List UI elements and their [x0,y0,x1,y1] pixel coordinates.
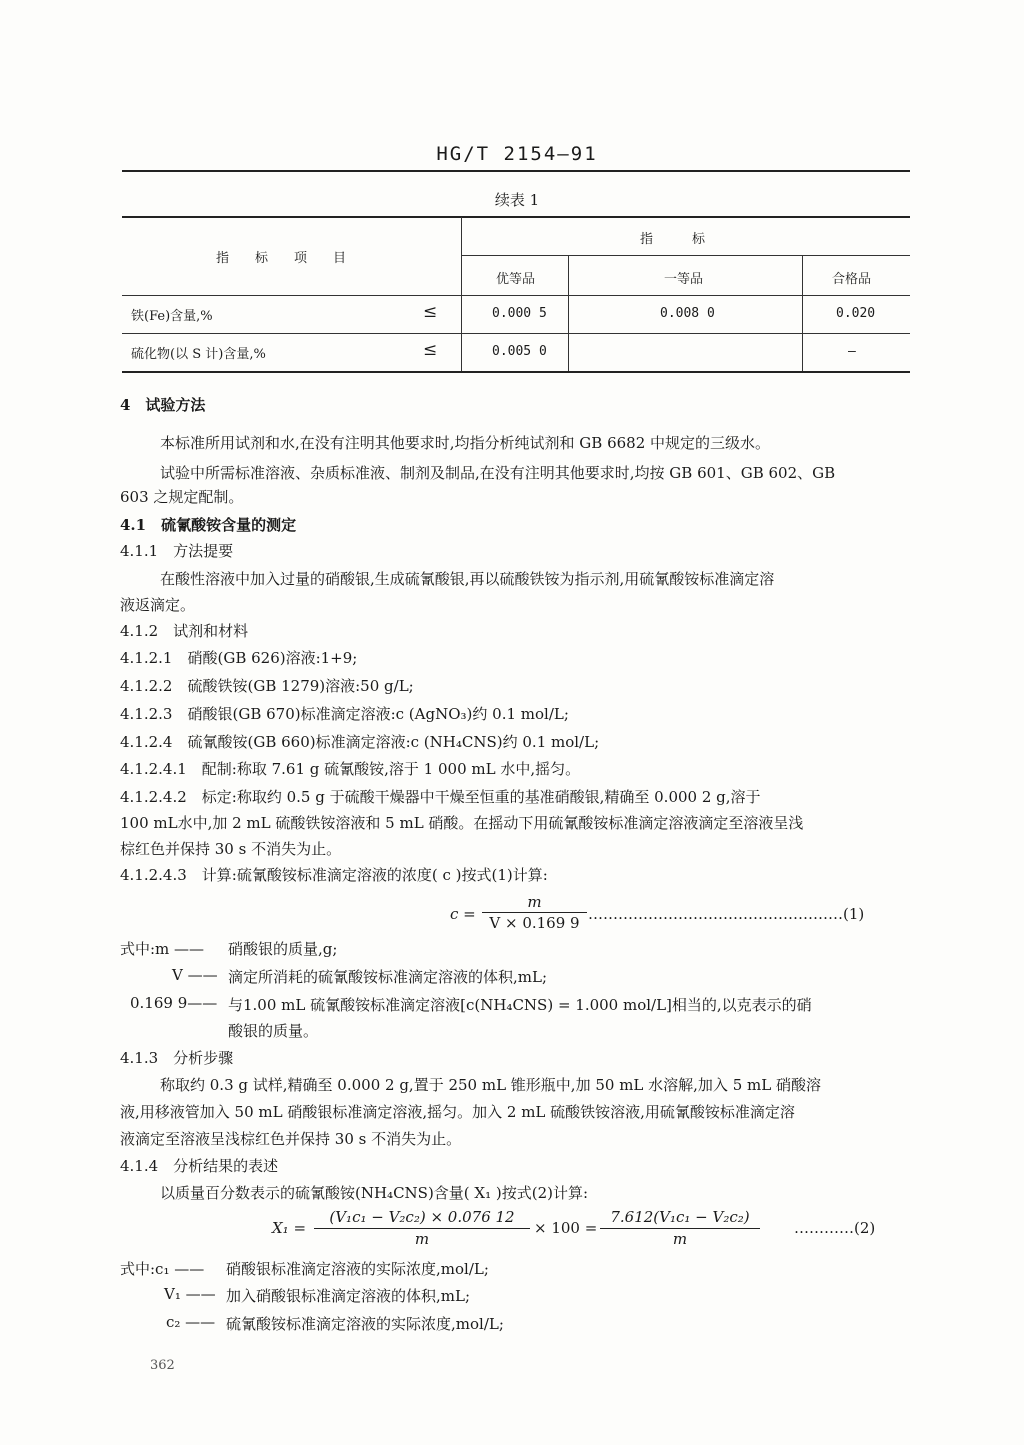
list-item: 4.1.2.4.2 标定:称取约 0.5 g 于硫酸干燥器中干燥至恒重的基准硝酸银,精确至 0.000 2 g,溶于 [120,788,761,806]
section-heading: 4.1.1 方法提要 [120,542,234,560]
table-row-operator: ≤ [423,340,438,360]
paragraph-line: 液滴定至溶液呈浅棕红色并保持 30 s 不消失为止。 [120,1130,462,1148]
where-lead: c₂ —— [166,1313,216,1331]
equation-1-fraction-bar [482,912,587,913]
where-text: 加入硝酸银标准滴定溶液的体积,mL; [226,1287,471,1305]
list-item: 4.1.2.4.3 计算:硫氰酸铵标准滴定溶液的浓度( c )按式(1)计算: [120,866,548,884]
table-row-item: 铁(Fe)含量,% [131,309,213,324]
where-lead: 0.169 9—— [130,994,218,1012]
paragraph-line: 棕红色并保持 30 s 不消失为止。 [120,840,342,858]
table-header-index: 指 标 [640,232,706,247]
equation-2-fraction-bar [600,1228,760,1229]
list-item: 4.1.2.1 硝酸(GB 626)溶液:1+9; [120,649,358,667]
table-bottom-rule [122,371,910,373]
where-lead: 式中:c₁ —— [120,1260,205,1278]
equation-2-numerator: 7.612(V₁c₁ − V₂c₂) [610,1208,750,1226]
section-heading: 4.1.2 试剂和材料 [120,622,249,640]
page-number: 362 [150,1358,175,1373]
equation-1-lhs: c = [450,905,476,923]
section-heading: 4.1 硫氰酸铵含量的测定 [120,516,297,534]
table-header-midrule [462,255,910,256]
where-text: 硫氰酸铵标准滴定溶液的实际浓度,mol/L; [226,1315,504,1333]
table-header-item: 指 标 项 目 [216,251,347,266]
table-row-operator: ≤ [423,302,438,322]
table-caption: 续表 1 [494,191,540,209]
header-rule [122,170,910,172]
equation-2-denominator: m [672,1230,688,1248]
table-top-rule [122,216,910,218]
document-code: HG/T 2154—91 [436,143,598,165]
equation-2-denominator: m [414,1230,430,1248]
where-text: 与1.00 mL 硫氰酸铵标准滴定溶液[c(NH₄CNS) = 1.000 mol/L]相当的,以克表示的硝 [228,996,812,1014]
table-header-bottomrule [122,295,910,296]
where-text: 硝酸银的质量,g; [228,940,338,958]
where-lead: V —— [172,966,218,984]
table-cell: 0.008 0 [660,306,715,321]
table-cell: 0.005 0 [492,344,547,359]
paragraph-line: 603 之规定配制。 [120,488,244,506]
section-heading: 4.1.3 分析步骤 [120,1049,234,1067]
paragraph-line: 称取约 0.3 g 试样,精确至 0.000 2 g,置于 250 mL 锥形瓶中,加 50 mL 水溶解,加入 5 mL 硝酸溶 [160,1076,821,1094]
section-heading: 4 试验方法 [120,396,206,414]
list-item: 4.1.2.3 硝酸银(GB 670)标准滴定溶液:c (AgNO₃)约 0.1 mol/L; [120,705,569,723]
grade-qualified: 合格品 [832,272,872,287]
table-row-rule [122,333,910,334]
equation-1-numerator: m [527,893,542,911]
grade-first: 一等品 [664,272,704,287]
equation-2-numerator: (V₁c₁ − V₂c₂) × 0.076 12 [329,1208,515,1226]
table-col-divider [461,217,462,371]
list-item: 4.1.2.4.1 配制:称取 7.61 g 硫氰酸铵,溶于 1 000 mL 水中,摇匀。 [120,760,581,778]
equation-1-tag: ……………………………………………(1) [588,905,865,923]
paragraph-line: 本标准所用试剂和水,在没有注明其他要求时,均指分析纯试剂和 GB 6682 中规定的三级水。 [160,434,771,452]
table-cell: 0.000 5 [492,306,547,321]
section-heading: 4.1.4 分析结果的表述 [120,1157,279,1175]
where-text: 滴定所消耗的硫氰酸铵标准滴定溶液的体积,mL; [228,968,548,986]
table-col-divider [802,256,803,371]
table-cell: 0.020 [836,306,876,321]
table-row-item: 硫化物(以 S 计)含量,% [131,347,266,362]
paragraph-line: 以质量百分数表示的硫氰酸铵(NH₄CNS)含量( X₁ )按式(2)计算: [160,1184,589,1202]
list-item: 4.1.2.4 硫氰酸铵(GB 660)标准滴定溶液:c (NH₄CNS)约 0.1 mol/L; [120,733,600,751]
where-lead: V₁ —— [164,1285,216,1303]
table-cell: — [848,344,856,359]
where-lead: 式中:m —— [120,940,205,958]
where-text: 酸银的质量。 [228,1022,319,1040]
equation-1-denominator: V × 0.169 9 [489,914,580,932]
grade-premium: 优等品 [496,272,536,287]
equation-2-middle: × 100 = [534,1219,598,1237]
paragraph-line: 100 mL水中,加 2 mL 硫酸铁铵溶液和 5 mL 硝酸。在摇动下用硫氰酸铵标准滴定溶液滴定至溶液呈浅 [120,814,804,832]
equation-2-tag: …………(2) [794,1219,876,1237]
list-item: 4.1.2.2 硫酸铁铵(GB 1279)溶液:50 g/L; [120,677,414,695]
paragraph-line: 液返滴定。 [120,596,196,614]
paragraph-line: 试验中所需标准溶液、杂质标准液、制剂及制品,在没有注明其他要求时,均按 GB 601、GB 602、GB [160,464,836,482]
paragraph-line: 在酸性溶液中加入过量的硝酸银,生成硫氰酸银,再以硫酸铁铵为指示剂,用硫氰酸铵标准滴定溶 [160,570,775,588]
equation-2-lhs: X₁ = [272,1219,307,1237]
equation-2-fraction-bar [314,1228,530,1229]
paragraph-line: 液,用移液管加入 50 mL 硝酸银标准滴定溶液,摇匀。加入 2 mL 硫酸铁铵溶液,用硫氰酸铵标准滴定溶 [120,1103,795,1121]
table-col-divider [568,256,569,371]
where-text: 硝酸银标准滴定溶液的实际浓度,mol/L; [226,1260,489,1278]
